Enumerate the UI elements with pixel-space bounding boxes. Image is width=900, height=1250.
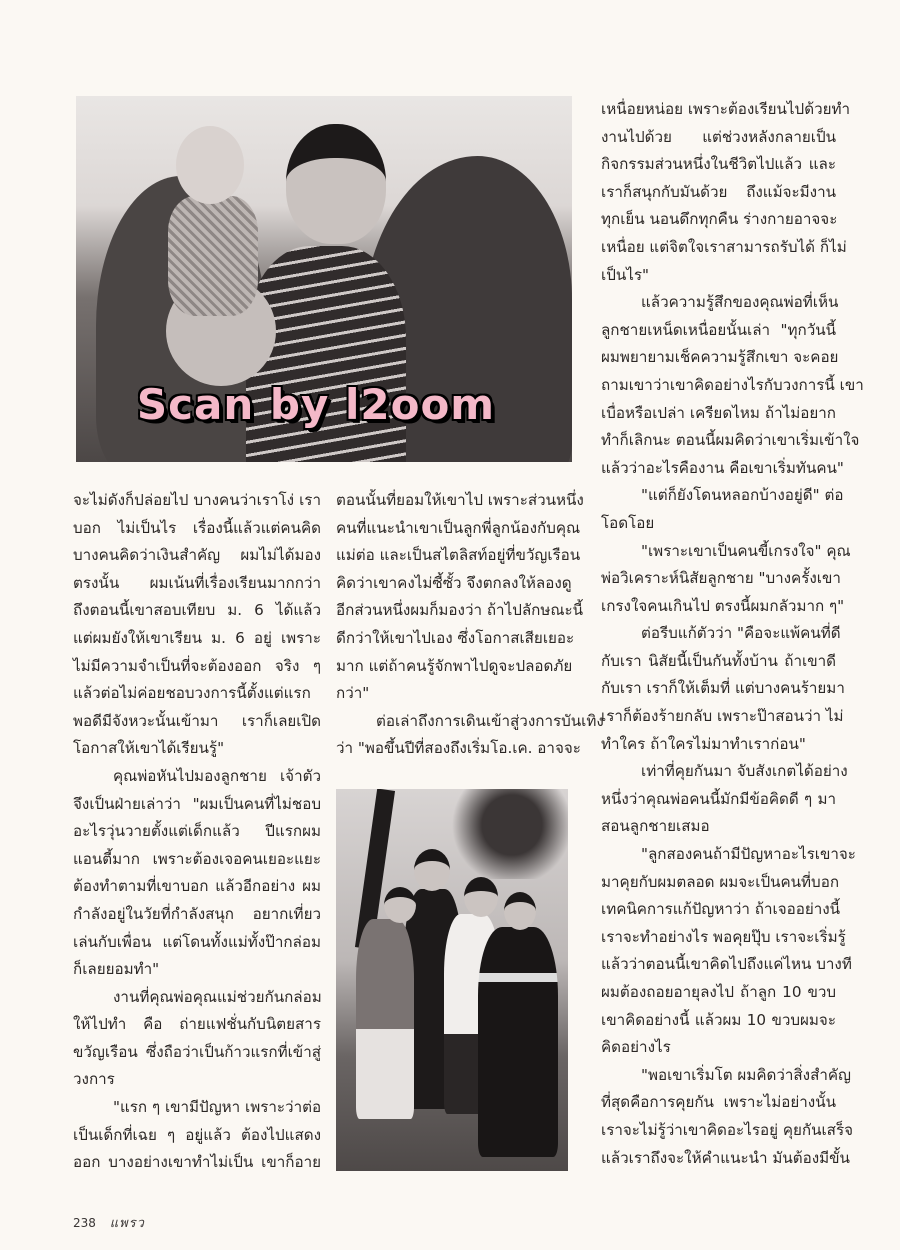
text-line: เราจะไม่รู้ว่าเขาคิดอะไรอยู่ คุยกันเสร็จ xyxy=(601,1120,853,1139)
text-line: เหนื่อยหน่อย เพราะต้องเรียนไปด้วยทำ xyxy=(601,100,851,118)
text-line: ไม่มีความจำเป็นที่จะต้องออก จริง ๆ xyxy=(73,656,321,675)
text-line: โอดโอย xyxy=(601,513,655,532)
text-line: แล้วว่าอะไรคืองาน คือเขาเริ่มทันคน" xyxy=(601,458,844,477)
magazine-logo: แพรว xyxy=(109,1216,145,1231)
text-line: ออก บางอย่างเขาทำไม่เป็น เขาก็อาย xyxy=(73,1153,321,1172)
text-line: แล้วความรู้สึกของคุณพ่อที่เห็น xyxy=(641,293,839,312)
text-line: ทำก็เลิกนะ ตอนนี้ผมคิดว่าเขาเริ่มเข้าใจ xyxy=(601,431,860,450)
text-line: แล้วว่าตอนนี้เขาคิดไปถึงแค่ไหน บางที xyxy=(601,955,852,974)
text-line: กับเรา เราก็ให้เต็มที่ แต่บางคนร้ายมา xyxy=(601,679,845,698)
text-line: ทุกเย็น นอนดึกทุกคืน ร่างกายอาจจะ xyxy=(601,210,838,229)
text-line: ดีกว่าให้เขาไปเอง ซึ่งโอกาสเสียเยอะ xyxy=(336,628,575,647)
article-column-right xyxy=(601,96,864,1172)
text-line: อีกส่วนหนึ่งผมก็มองว่า ถ้าไปลักษณะนี้ xyxy=(336,601,583,620)
text-line: กำลังอยู่ในวัยที่กำลังสนุก อยากเที่ยว xyxy=(73,904,321,923)
text-line: "แต่ก็ยังโดนหลอกบ้างอยู่ดี" ต่อ xyxy=(641,486,844,505)
text-line: ลูกชายเหน็ดเหนื่อยนั้นเล่า "ทุกวันนี้ xyxy=(601,320,836,339)
text-line: เราก็สนุกกับมันด้วย ถึงแม้จะมีงาน xyxy=(601,182,836,201)
text-line: โอกาสให้เขาได้เรียนรู้" xyxy=(73,739,225,758)
text-line: "แรก ๆ เขามีปัญหา เพราะว่าต่อ xyxy=(113,1098,322,1117)
text-line: เราก็ต้องร้ายกลับ เพราะป๊าสอนว่า ไม่ xyxy=(601,707,844,726)
page-number: 238 xyxy=(73,1216,96,1230)
text-line: คุณพ่อหันไปมองลูกชาย เจ้าตัว xyxy=(113,766,321,785)
text-line: ตรงนั้น ผมเน้นที่เรื่องเรียนมากกว่า xyxy=(73,573,321,592)
text-line: งานไปด้วย แต่ช่วงหลังกลายเป็น xyxy=(601,127,836,146)
text-line: เล่นกับเพื่อน แต่โดนทั้งแม่ทั้งป๊ากล่อม xyxy=(73,932,321,951)
text-line: แต่ผมยังให้เขาเรียน ม. 6 อยู่ เพราะ xyxy=(73,628,321,647)
text-line: อะไรวุ่นวายตั้งแต่เด็กแล้ว ปีแรกผม xyxy=(73,822,321,841)
father-head xyxy=(286,124,386,244)
text-line: ว่า "พอขึ้นปีที่สองถึงเริ่มโอ.เค. อาจจะ xyxy=(336,739,581,758)
text-line: เราจะทำอย่างไร พอคุยปุ๊บ เราจะเริ่มรู้ xyxy=(601,927,846,946)
text-line: เป็นไร" xyxy=(601,265,649,284)
text-line: เทคนิคการแก้ปัญหาว่า ถ้าเจออย่างนี้ xyxy=(601,900,841,919)
text-line: พอดีมีจังหวะนั้นเข้ามา เราก็เลยเปิด xyxy=(73,711,321,730)
text-line: "ลูกสองคนถ้ามีปัญหาอะไรเขาจะ xyxy=(641,845,856,864)
text-line: ก็เลยยอมทำ" xyxy=(73,960,160,979)
text-line: แล้วเราถึงจะให้คำแนะนำ มันต้องมีขั้น xyxy=(601,1148,850,1167)
text-line: เกรงใจคนเกินไป ตรงนี้ผมกลัวมาก ๆ" xyxy=(601,596,845,615)
text-line: ต่อรีบแก้ตัวว่า "คือจะแพ้คนที่ดี xyxy=(641,624,841,643)
text-line: ขวัญเรือน ซึ่งถือว่าเป็นก้าวแรกที่เข้าสู่ xyxy=(73,1042,321,1061)
text-line: เบื่อหรือเปล่า เครียดไหม ถ้าไม่อยาก xyxy=(601,403,836,422)
text-line: ที่สุดคือการคุยกัน เพราะไม่อย่างนั้น xyxy=(601,1093,836,1112)
text-line: กับเรา นิสัยนี้เป็นกันทั้งบ้าน ถ้าเขาดี xyxy=(601,651,836,670)
text-line: คนที่แนะนำเขาเป็นลูกพี่ลูกน้องกับคุณ xyxy=(336,518,581,537)
text-line: มาก แต่ถ้าคนรู้จักพาไปดูจะปลอดภัย xyxy=(336,656,573,675)
text-line: "เพราะเขาเป็นคนขี้เกรงใจ" คุณ xyxy=(641,541,851,560)
text-line: บอก ไม่เป็นไร เรื่องนี้แล้วแต่คนคิด xyxy=(73,518,321,537)
text-line: พ่อวิเคราะห์นิสัยลูกชาย "บางครั้งเขา xyxy=(601,569,841,588)
text-line: มาคุยกับผมตลอด ผมจะเป็นคนที่บอก xyxy=(601,872,840,891)
page-footer xyxy=(73,1212,145,1233)
text-line: เท่าที่คุยกันมา จับสังเกตได้อย่าง xyxy=(641,762,848,781)
text-line: คิดอย่างไร xyxy=(601,1038,671,1057)
text-line: "พอเขาเริ่มโต ผมคิดว่าสิ่งสำคัญ xyxy=(641,1065,851,1084)
text-line: บางคนคิดว่าเงินสำคัญ ผมไม่ได้มอง xyxy=(73,546,321,565)
text-line: คิดว่าเขาคงไม่ซี้ซั้ว จึงตกลงให้ลองดู xyxy=(336,573,572,592)
text-line: ต้องทำตามที่เขาบอก แล้วอีกอย่าง ผม xyxy=(73,877,321,896)
text-line: แอนตี้มาก เพราะต้องเจอคนเยอะแยะ xyxy=(73,849,321,868)
text-line: วงการ xyxy=(73,1070,115,1089)
text-line: แล้วต่อไม่ค่อยชอบวงการนี้ตั้งแต่แรก xyxy=(73,684,311,703)
text-line: ถามเขาว่าเขาคิดอย่างไรกับวงการนี้ เขา xyxy=(601,375,864,394)
text-line: ถึงตอนนี้เขาสอบเทียบ ม. 6 ได้แล้ว xyxy=(73,601,321,620)
scan-watermark: Scan by l2oom xyxy=(136,380,496,429)
baby-head xyxy=(176,126,244,204)
text-line: ผมต้องถอยอายุลงไป ถ้าลูก 10 ขวบ xyxy=(601,983,836,1001)
text-line: เป็นเด็กที่เฉย ๆ อยู่แล้ว ต้องไปแสดง xyxy=(73,1125,321,1144)
text-line: ผมพยายามเช็คความรู้สึกเขา จะคอย xyxy=(601,348,839,367)
text-line: ทำใคร ถ้าใครไม่มาทำเราก่อน" xyxy=(601,734,806,753)
text-line: กว่า" xyxy=(336,684,370,703)
text-line: จึงเป็นฝ่ายเล่าว่า "ผมเป็นคนที่ไม่ชอบ xyxy=(73,794,321,813)
text-line: ให้ไปทำ คือ ถ่ายแฟชั่นกับนิตยสาร xyxy=(73,1015,321,1034)
photo-father-with-baby xyxy=(76,96,572,462)
text-line: ตอนนั้นที่ยอมให้เขาไป เพราะส่วนหนึ่ง xyxy=(336,491,584,509)
article-column-middle xyxy=(336,487,604,763)
text-line: งานที่คุณพ่อคุณแม่ช่วยกันกล่อม xyxy=(113,987,322,1006)
article-column-left xyxy=(73,487,321,1177)
text-line: เขาคิดอย่างนี้ แล้วผม 10 ขวบผมจะ xyxy=(601,1010,836,1029)
text-line: กิจกรรมส่วนหนึ่งในชีวิตไปแล้ว และ xyxy=(601,155,836,174)
baby-figure xyxy=(168,196,258,316)
text-line: จะไม่ดังก็ปล่อยไป บางคนว่าเราโง่ เรา xyxy=(73,491,321,509)
text-line: แม่ต่อ และเป็นสไตลิสท์อยู่ที่ขวัญเรือน xyxy=(336,546,581,565)
photo-family-of-four xyxy=(336,789,568,1171)
text-line: ต่อเล่าถึงการเดินเข้าสู่วงการบันเทิง xyxy=(376,711,604,730)
text-line: หนึ่งว่าคุณพ่อคนนี้มักมีข้อคิดดี ๆ มา xyxy=(601,789,836,808)
text-line: เหนื่อย แต่จิตใจเราสามารถรับได้ ก็ไม่ xyxy=(601,237,847,256)
text-line: สอนลูกชายเสมอ xyxy=(601,817,710,836)
